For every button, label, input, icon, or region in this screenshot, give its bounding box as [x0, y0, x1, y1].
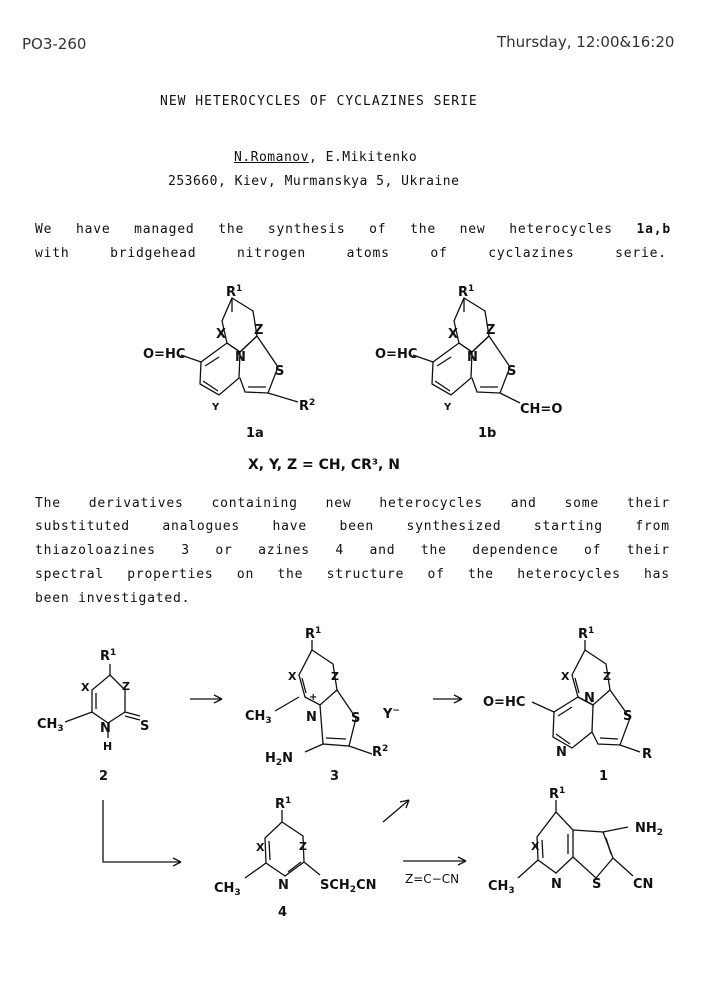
charge-plus: +: [309, 692, 318, 703]
word: from: [635, 519, 670, 534]
atom-label: S: [351, 711, 361, 726]
word: nitrogen: [237, 246, 307, 261]
page-title: NEW HETEROCYCLES OF CYCLAZINES SERIE: [160, 94, 478, 109]
atom-label: O=HC: [143, 347, 186, 362]
word: spectral: [35, 567, 105, 582]
word: starting: [533, 519, 603, 534]
word: heterocycles: [379, 496, 483, 511]
atom-label: Y−: [383, 706, 400, 722]
atom-label: $CH_3$: [245, 709, 272, 726]
word: dependence: [472, 543, 559, 558]
atom-label: Z: [122, 680, 130, 693]
atom-label: $R^1$: [549, 786, 566, 802]
atom-label: H: [103, 740, 113, 753]
atom-label: $NH_2$: [635, 821, 664, 838]
atom-label: X: [216, 327, 227, 342]
atom-label: Z: [254, 323, 264, 338]
compound-label: 1a: [246, 426, 264, 441]
atom-label: $H_2N$: [265, 751, 294, 768]
word: thiazoloazines: [35, 543, 156, 558]
atom-label: O=HC: [375, 347, 418, 362]
compound-label: 4: [278, 905, 288, 920]
author-separator: ,: [308, 150, 318, 165]
atom-label: X: [531, 840, 540, 853]
word: We: [35, 222, 53, 237]
author-address: 253660, Kiev, Murmanskya 5, Ukraine: [168, 174, 460, 189]
word: new: [325, 496, 352, 511]
atom-label: $CH_3$: [488, 879, 515, 896]
abstract-code: PO3-260: [22, 35, 87, 53]
compound-label: 1b: [478, 426, 497, 441]
reagent-label: Z=C−CN: [405, 872, 460, 886]
atom-label: $R^2$: [299, 398, 316, 414]
atom-label: N: [100, 721, 111, 736]
word: of: [430, 246, 448, 261]
word: the: [277, 567, 304, 582]
word: the: [420, 543, 447, 558]
atom-label: $CH_3$: [37, 717, 64, 734]
atom-label: $R^1$: [226, 284, 243, 300]
atom-label: $R^1$: [458, 284, 475, 300]
word: analogues: [162, 519, 241, 534]
reaction-path: [103, 800, 181, 862]
word: azines: [258, 543, 310, 558]
atom-label: $CH_3$: [214, 881, 241, 898]
word: the: [468, 567, 494, 582]
word: synthesized: [406, 519, 502, 534]
word: atoms: [346, 246, 390, 261]
atom-label: CH=O: [520, 402, 563, 417]
word: has: [644, 567, 670, 582]
structure-thieno-product: [518, 800, 633, 878]
atom-label: S: [592, 877, 602, 892]
word: containing: [211, 496, 298, 511]
atom-label: $SCH_2CN$: [320, 878, 377, 895]
atom-label: $R^1$: [578, 626, 595, 642]
word: serie.: [615, 246, 667, 261]
word: on: [236, 567, 255, 582]
word: the: [218, 222, 245, 237]
word: of: [427, 567, 445, 582]
atom-label: Z: [486, 323, 496, 338]
word: synthesis: [267, 222, 346, 237]
word: have: [272, 519, 308, 534]
word: or: [215, 543, 233, 558]
word: and: [510, 496, 537, 511]
atom-label: Z: [299, 840, 307, 853]
atom-label: X: [256, 841, 265, 854]
session-time: Thursday, 12:00&16:20: [497, 33, 675, 51]
atom-label: N: [551, 877, 562, 892]
atom-label: X: [448, 327, 459, 342]
word: heterocycles: [509, 222, 613, 237]
atom-label: S: [140, 719, 150, 734]
atom-label: $R^1$: [305, 626, 322, 642]
atom-label: $R^1$: [275, 796, 292, 812]
word: structure: [326, 567, 405, 582]
compound-label: 1: [599, 769, 609, 784]
atom-label: CN: [633, 877, 654, 892]
atom-label: X: [561, 670, 570, 683]
word: with: [35, 246, 70, 261]
word: cyclazines: [488, 246, 575, 261]
reaction-arrow: [383, 800, 409, 822]
word: of: [369, 222, 387, 237]
atom-label: S: [275, 364, 285, 379]
atom-label: Y: [212, 402, 220, 413]
author-name: E.Mikitenko: [325, 150, 418, 165]
word: been: [339, 519, 375, 534]
word: managed: [134, 222, 195, 237]
compound-label: 2: [99, 769, 109, 784]
atom-label: O=HC: [483, 695, 526, 710]
word: and: [369, 543, 396, 558]
word: bridgehead: [110, 246, 197, 261]
body-line-5: been investigated.: [35, 591, 191, 606]
atom-label: Z: [331, 670, 339, 683]
word: their: [626, 543, 670, 558]
word: substituted: [35, 519, 130, 534]
atom-label: Z: [603, 670, 611, 683]
word: 4: [335, 543, 345, 558]
atom-label: X: [81, 681, 90, 694]
atom-label: N: [467, 350, 478, 365]
structure-3: [275, 640, 372, 754]
atom-label: $R^2$: [372, 744, 389, 760]
atom-label: N: [278, 878, 289, 893]
atom-label: S: [623, 709, 633, 724]
author-name: N.Romanov: [234, 150, 309, 165]
word: the: [410, 222, 436, 237]
atom-label: N: [556, 745, 567, 760]
atom-label: X: [288, 670, 297, 683]
atom-label: Y: [444, 402, 452, 413]
word: of: [584, 543, 602, 558]
word: some: [564, 496, 599, 511]
word: properties: [127, 567, 214, 582]
atom-label: R: [642, 747, 653, 762]
atom-label: N: [584, 691, 595, 706]
compound-label: 3: [330, 769, 340, 784]
word: have: [75, 222, 111, 237]
word: new: [459, 222, 486, 237]
atom-label: $R^1$: [100, 648, 117, 664]
substituent-definition: X, Y, Z = CH, CR³, N: [248, 457, 400, 473]
word: derivatives: [88, 496, 184, 511]
word: heterocycles: [517, 567, 621, 582]
word: 3: [181, 543, 190, 558]
atom-label: S: [507, 364, 517, 379]
compound-ref: 1a,b: [636, 222, 671, 237]
word: their: [626, 496, 670, 511]
word: The: [35, 496, 61, 511]
atom-label: N: [235, 350, 246, 365]
atom-label: N: [306, 710, 317, 725]
